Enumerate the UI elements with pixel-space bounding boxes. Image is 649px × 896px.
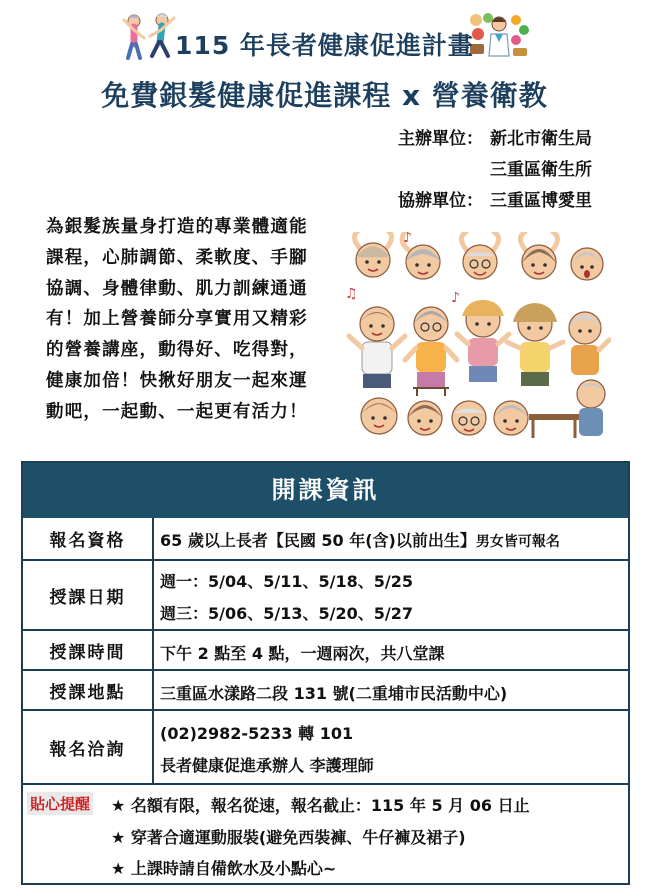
organizer-name-2: 三重區衛生所: [490, 160, 592, 180]
reminder-item: ★ 名額有限，報名從速，報名截止：115 年 5 月 06 日止: [111, 796, 530, 815]
row-label-time: 授課時間: [23, 631, 154, 669]
dates-monday: 週一：5/04、5/11、5/18、5/25: [160, 572, 413, 591]
reminder-item: ★ 上課時請自備飲水及小點心~: [111, 859, 337, 878]
intro-line: 課程，心肺調節、柔軟度、手腳: [46, 247, 308, 268]
contact-person: 長者健康促進承辦人 李護理師: [160, 756, 374, 775]
row-value-location: 三重區水漾路二段 131 號(二重埔市民活動中心): [160, 684, 508, 703]
table-row: [23, 561, 628, 631]
co-organizer-name: 三重區博愛里: [490, 191, 592, 211]
contact-phone: (02)2982-5233 轉 101: [160, 724, 354, 743]
co-organizer-label: 協辦單位：: [398, 191, 483, 211]
row-label-location: 授課地點: [23, 671, 154, 709]
organizer-label: 主辦單位：: [398, 129, 483, 149]
row-label-dates: 授課日期: [23, 561, 154, 629]
dates-wednesday: 週三：5/06、5/13、5/20、5/27: [160, 604, 413, 623]
svg-text:♫: ♫: [345, 286, 358, 302]
table-row: [23, 671, 628, 711]
svg-text:♪: ♪: [451, 290, 460, 306]
intro-line: 健康加倍！快揪好朋友一起來運: [46, 370, 308, 391]
table-row: [23, 711, 628, 785]
eligibility-main: 65 歲以上長者【民國 50 年(含)以前出生】: [160, 531, 476, 550]
row-value-eligibility: [160, 528, 560, 551]
course-info-table: [21, 461, 630, 885]
svg-text:♪: ♪: [403, 232, 412, 246]
intro-line: 的營養講座，動得好、吃得對，: [46, 340, 308, 361]
reminder-label: 貼心提醒: [27, 792, 93, 815]
row-value-time: 下午 2 點至 4 點，一週兩次，共八堂課: [160, 644, 445, 663]
table-row: [23, 518, 628, 561]
row-label-contact: 報名洽詢: [23, 711, 154, 783]
intro-paragraph: [46, 212, 344, 428]
intro-line: 為銀髮族量身打造的專業體適能: [46, 217, 308, 237]
table-row: [23, 631, 628, 671]
organizer-name-1: 新北市衛生局: [490, 129, 592, 149]
eligibility-note: 男女皆可報名: [475, 534, 560, 550]
page-title: 115 年長者健康促進計畫: [175, 31, 474, 60]
page-subtitle: 免費銀髮健康促進課程 x 營養衛教: [101, 79, 548, 112]
intro-line: 有！加上營養師分享實用又精彩: [46, 309, 308, 330]
intro-line: 動吧，一起動、一起更有活力！: [46, 401, 308, 422]
row-label-eligibility: 報名資格: [23, 518, 154, 559]
reminder-item: ★ 穿著合適運動服裝(避免西裝褲、牛仔褲及裙子): [111, 828, 466, 847]
intro-line: 協調、身體律動、肌力訓練通通: [46, 278, 308, 299]
seniors-group-illustration: [343, 232, 611, 444]
course-info-heading: 開課資訊: [23, 463, 628, 518]
